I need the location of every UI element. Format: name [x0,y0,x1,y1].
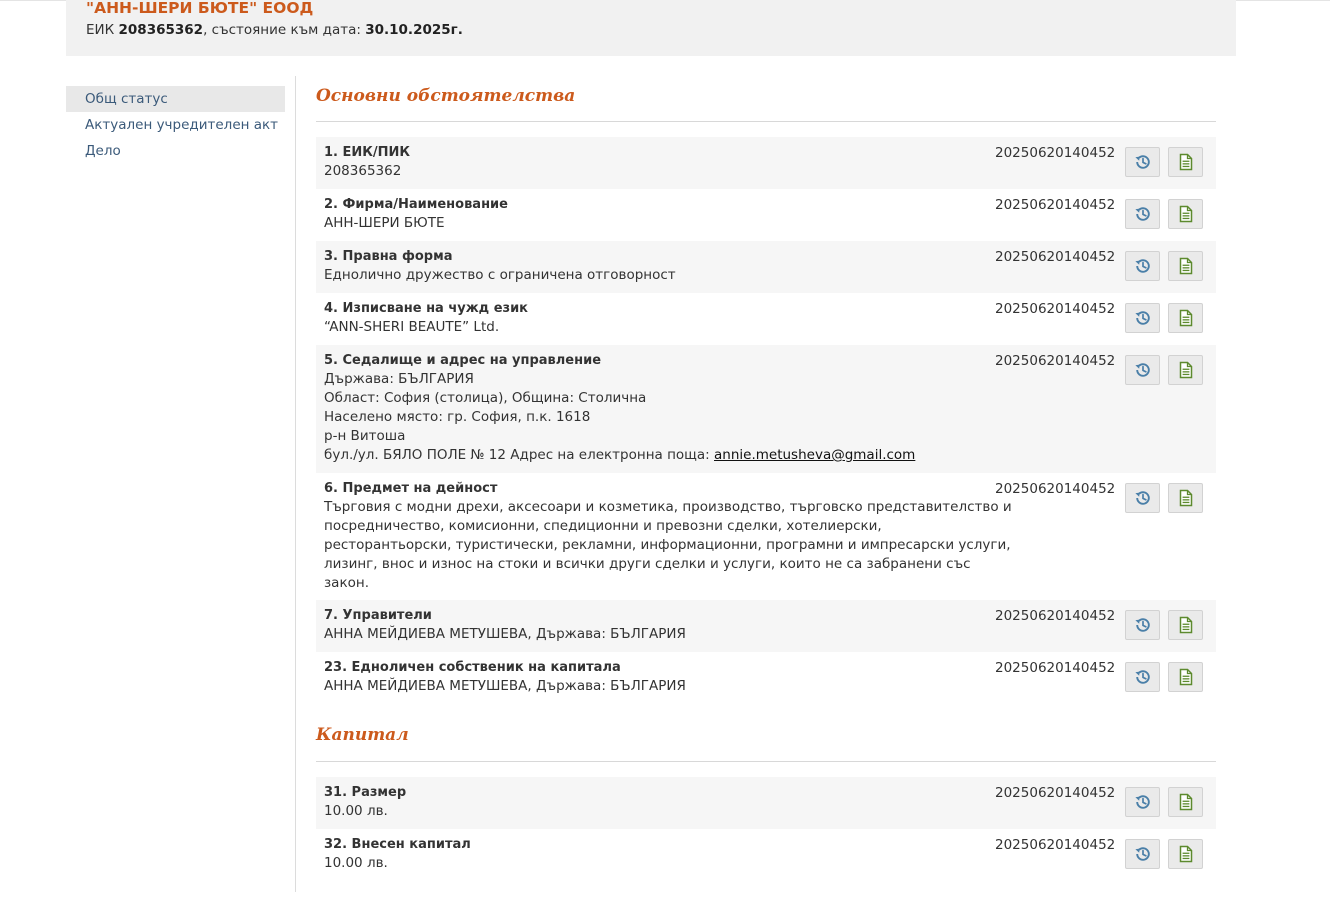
circumstance-text [324,783,984,821]
circumstance-value: АНН-ШЕРИ БЮТЕ [324,215,445,231]
document-button[interactable] [1168,839,1203,869]
document-button[interactable] [1168,199,1203,229]
circumstance-row [316,829,1216,881]
history-icon [1134,845,1152,863]
history-icon [1134,793,1152,811]
document-icon [1178,793,1194,811]
entry-number: 20250620140452 [995,837,1116,853]
circumstance-text [324,479,1012,593]
document-icon [1178,309,1194,327]
circumstance-row [316,241,1216,293]
circumstance-row [316,293,1216,345]
circumstance-row [316,652,1216,704]
entry-number: 20250620140452 [995,660,1116,676]
history-icon [1134,153,1152,171]
entry-number: 20250620140452 [995,353,1116,369]
content-divider [295,76,296,892]
history-button[interactable] [1125,839,1160,869]
document-icon [1178,616,1194,634]
entry-number: 20250620140452 [995,145,1116,161]
circumstance-text [324,606,984,644]
circumstance-label: 4. Изписване на чужд език [324,301,529,316]
circumstance-label: 1. ЕИК/ПИК [324,145,411,160]
circumstance-value: Населено място: гр. София, п.к. 1618 [324,409,591,425]
circumstance-row [316,345,1216,473]
circumstance-label: 31. Размер [324,785,407,800]
company-header [66,0,1236,56]
address-line [324,446,984,465]
history-button[interactable] [1125,662,1160,692]
circumstance-value: посредничество, комисионни, спедиционни и превозни сделки, хотелиерски, [324,518,882,534]
sidebar-item-founding-act[interactable]: Актуален учредителен акт [85,117,279,133]
circumstance-row [316,777,1216,829]
section-title: Капитал [316,725,409,745]
document-icon [1178,153,1194,171]
document-icon [1178,489,1194,507]
circumstance-text [324,658,984,696]
history-button[interactable] [1125,483,1160,513]
email-link[interactable]: annie.metusheva@gmail.com [714,447,916,463]
history-button[interactable] [1125,787,1160,817]
state-prefix: , състояние към дата: [203,22,366,38]
history-icon [1134,616,1152,634]
history-button[interactable] [1125,610,1160,640]
entry-number: 20250620140452 [995,785,1116,801]
history-icon [1134,205,1152,223]
sidebar-item-general-status[interactable]: Общ статус [66,86,285,112]
entry-number: 20250620140452 [995,301,1116,317]
circumstance-value: ресторантьорски, туристически, рекламни, информационни, програмни и импресарски услуги, [324,537,1011,553]
document-icon [1178,845,1194,863]
circumstance-value: АННА МЕЙДИЕВА МЕТУШЕВА, Държава: БЪЛГАРИЯ [324,678,686,694]
history-icon [1134,489,1152,507]
circumstance-value: Търговия с модни дрехи, аксесоари и козметика, производство, търговско представителство и [324,499,1012,515]
document-button[interactable] [1168,610,1203,640]
circumstance-row [316,137,1216,189]
state-date: 30.10.2025г. [365,22,463,38]
section-divider [316,761,1216,762]
circumstance-text [324,195,984,233]
document-icon [1178,257,1194,275]
history-button[interactable] [1125,303,1160,333]
document-button[interactable] [1168,787,1203,817]
circumstance-text [324,143,984,181]
document-button[interactable] [1168,355,1203,385]
eik-prefix: ЕИК [86,22,119,38]
circumstance-label: 3. Правна форма [324,249,453,264]
history-button[interactable] [1125,199,1160,229]
document-icon [1178,668,1194,686]
document-button[interactable] [1168,251,1203,281]
circumstance-label: 2. Фирма/Наименование [324,197,508,212]
company-meta [86,22,463,38]
circumstance-value: 10.00 лв. [324,803,388,819]
circumstance-value: р-н Витоша [324,428,406,444]
circumstance-row [316,600,1216,652]
history-icon [1134,668,1152,686]
circumstance-row [316,189,1216,241]
circumstance-label: 7. Управители [324,608,432,623]
address-text: бул./ул. БЯЛО ПОЛЕ № 12 Адрес на електронна поща: [324,447,715,463]
circumstance-value: АННА МЕЙДИЕВА МЕТУШЕВА, Държава: БЪЛГАРИЯ [324,626,686,642]
history-icon [1134,361,1152,379]
section-divider [316,121,1216,122]
history-button[interactable] [1125,251,1160,281]
entry-number: 20250620140452 [995,608,1116,624]
history-button[interactable] [1125,355,1160,385]
document-icon [1178,361,1194,379]
eik-value: 208365362 [118,22,204,38]
circumstance-label: 23. Едноличен собственик на капитала [324,660,621,675]
circumstance-row [316,473,1216,600]
section-title: Основни обстоятелства [316,86,576,106]
circumstance-value: “ANN-SHERI BEAUTE” Ltd. [324,319,500,335]
circumstance-value: 208365362 [324,163,402,179]
entry-number: 20250620140452 [995,481,1116,497]
circumstance-label: 32. Внесен капитал [324,837,471,852]
history-button[interactable] [1125,147,1160,177]
document-button[interactable] [1168,662,1203,692]
document-button[interactable] [1168,147,1203,177]
document-button[interactable] [1168,483,1203,513]
circumstance-value: Еднолично дружество с ограничена отговорност [324,267,676,283]
company-name: "АНН-ШЕРИ БЮТЕ" ЕООД [86,0,314,17]
circumstance-label: 5. Седалище и адрес на управление [324,353,602,368]
circumstance-text [324,299,984,337]
circumstance-value: закон. [324,575,369,591]
entry-number: 20250620140452 [995,197,1116,213]
circumstance-label: 6. Предмет на дейност [324,481,498,496]
entry-number: 20250620140452 [995,249,1116,265]
circumstance-text [324,835,984,873]
sidebar-nav [66,86,285,164]
history-icon [1134,309,1152,327]
circumstance-value: Област: София (столица), Община: Столична [324,390,647,406]
document-icon [1178,205,1194,223]
circumstance-text [324,351,984,465]
document-button[interactable] [1168,303,1203,333]
history-icon [1134,257,1152,275]
circumstance-value: 10.00 лв. [324,855,388,871]
circumstance-text [324,247,984,285]
circumstance-value: лизинг, внос и износ на стоки и всички други сделки и услуги, които не са забранени със [324,556,971,572]
circumstance-value: Държава: БЪЛГАРИЯ [324,371,474,387]
sidebar-item-case[interactable]: Дело [85,143,121,159]
